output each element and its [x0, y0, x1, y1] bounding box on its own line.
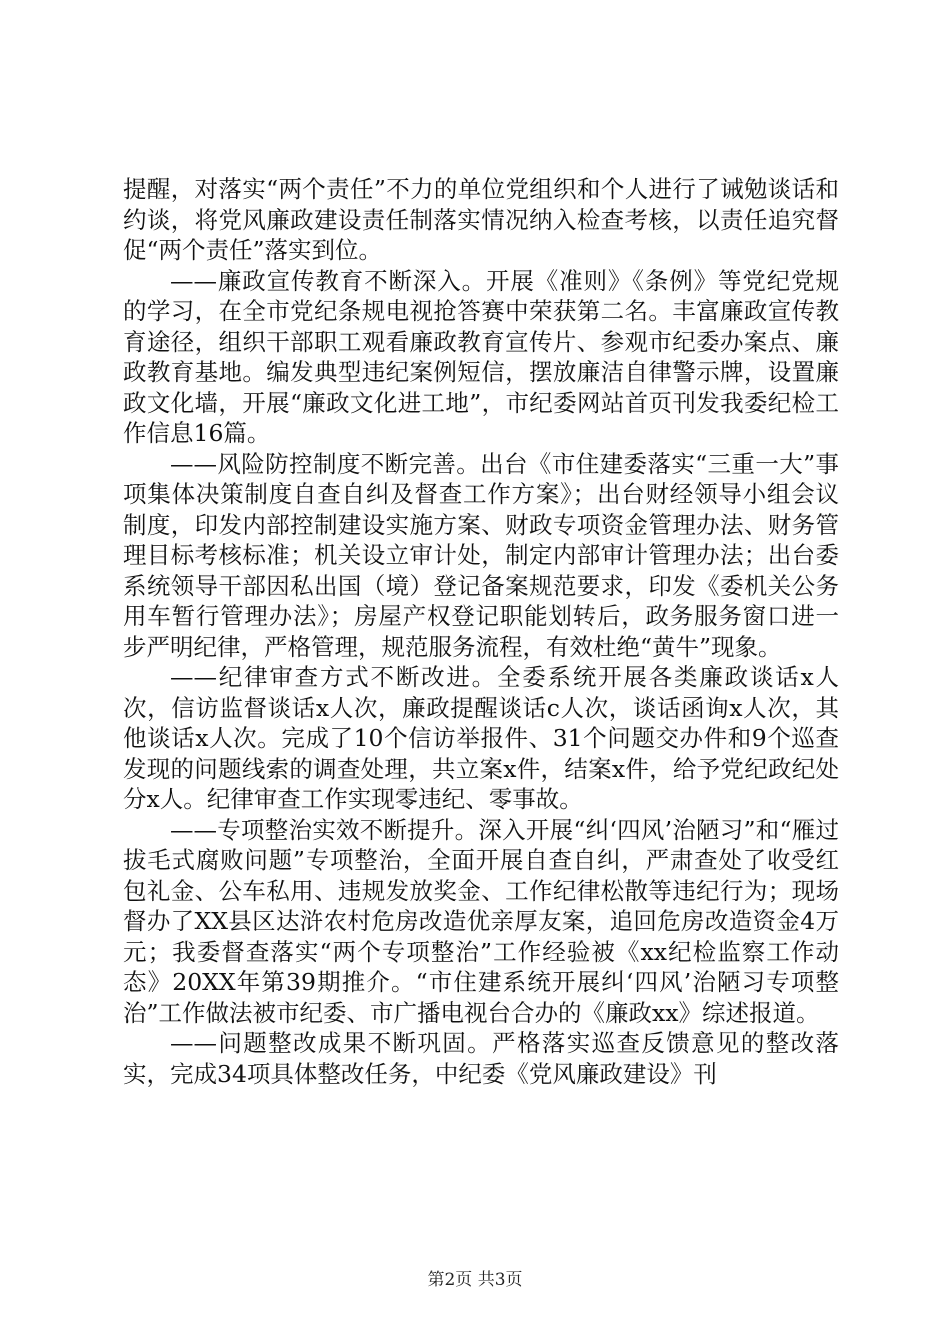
paragraph-problem-rectification: ——问题整改成果不断巩固。严格落实巡查反馈意见的整改落实，完成34项具体整改任务，中纪委《党风廉政建设》刊 — [123, 1029, 839, 1088]
paragraph-discipline-review: ——纪律审查方式不断改进。全委系统开展各类廉政谈话x人次，信访监督谈话x人次，廉政提醒谈话c人次，谈话函询x人次，其他谈话x人次。完成了10个信访举报件、31个问题交办件和9个巡查发现的问题线索的调查处理，共立案x件，结案x件，给予党纪政纪处分x人。纪律审查工作实现零违纪、零事故。 — [123, 663, 839, 813]
paragraph-continuation: 提醒，对落实“两个责任”不力的单位党组织和个人进行了诫勉谈话和约谈，将党风廉政建设责任制落实情况纳入检查考核，以责任追究督促“两个责任”落实到位。 — [123, 175, 839, 264]
paragraph-risk-control: ——风险防控制度不断完善。出台《市住建委落实“三重一大”事项集体决策制度自查自纠及督查工作方案》；出台财经领导小组会议制度，印发内部控制建设实施方案、财政专项资金管理办法、财务管理目标考核标准；机关设立审计处，制定内部审计管理办法；出台委系统领导干部因私出国（境）登记备案规范要求，印发《委机关公务用车暂行管理办法》；房屋产权登记职能划转后，政务服务窗口进一步严明纪律，严格管理，规范服务流程，有效杜绝“黄牛”现象。 — [123, 449, 839, 661]
paragraph-publicity-education: ——廉政宣传教育不断深入。开展《准则》《条例》等党纪党规的学习，在全市党纪条规电视抢答赛中荣获第二名。丰富廉政宣传教育途径，组织干部职工观看廉政教育宣传片、参观市纪委办案点、廉政教育基地。编发典型违纪案例短信，摆放廉洁自律警示牌，设置廉政文化墙，开展“廉政文化进工地”，市纪委网站首页刊发我委纪检工作信息16篇。 — [123, 266, 839, 447]
document-body — [123, 174, 839, 1089]
page-number-footer: 第2页 共3页 — [427, 1270, 523, 1290]
paragraph-special-rectification: ——专项整治实效不断提升。深入开展“纠‘四风’治陋习”和“雁过拔毛式腐败问题”专项整治，全面开展自查自纠，严肃查处了收受红包礼金、公车私用、违规发放奖金、工作纪律松散等违纪行为；现场督办了XX县区达浒农村危房改造优亲厚友案，追回危房改造资金4万元；我委督查落实“两个专项整治”工作经验被《xx纪检监察工作动态》20XX年第39期推介。“市住建系统开展纠‘四风’治陋习专项整治”工作做法被市纪委、市广播电视台合办的《廉政xx》综述报道。 — [123, 815, 839, 1027]
